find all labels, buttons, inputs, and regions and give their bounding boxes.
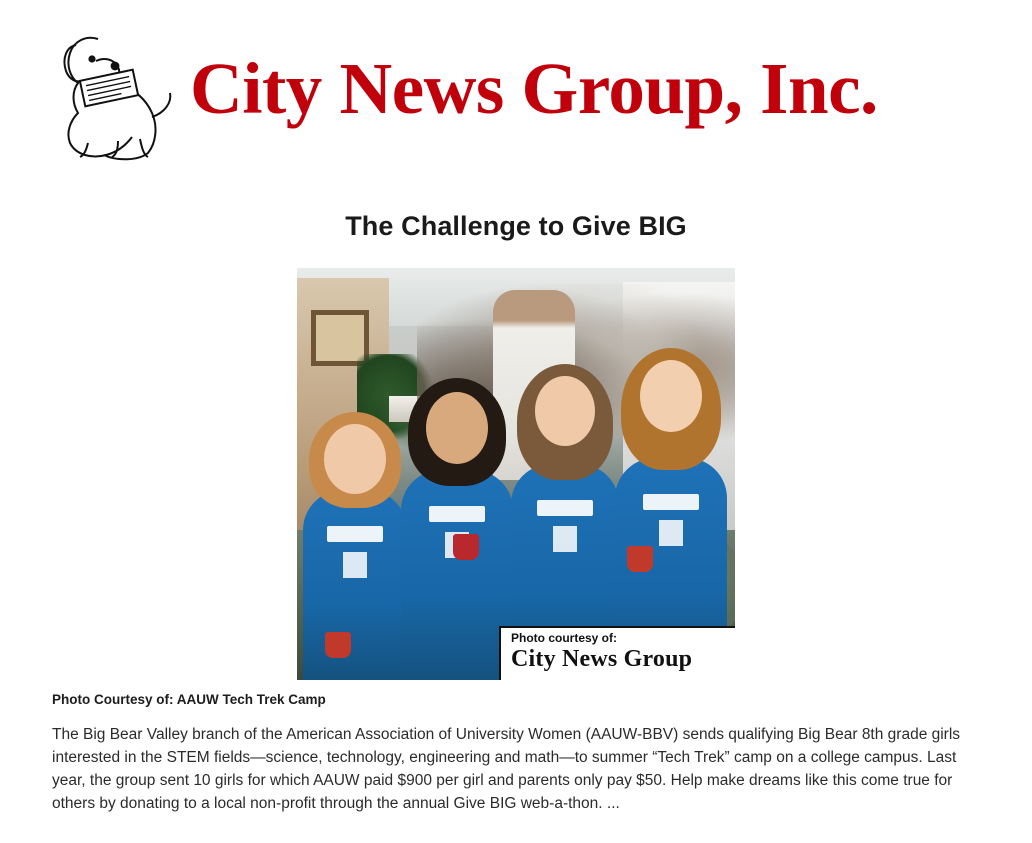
photo-ice-cream-cup xyxy=(453,534,479,560)
photo-girl-4-shirt-badge xyxy=(659,520,683,546)
photo-credit-overlay-small: Photo courtesy of: xyxy=(511,631,618,645)
article-headline: The Challenge to Give BIG xyxy=(345,211,687,241)
photo-girl-1-shirt-logo xyxy=(327,526,383,542)
article-text xyxy=(52,692,986,815)
photo-girl-1 xyxy=(303,490,407,680)
article-photo-area xyxy=(0,268,1032,680)
photo-girl-2-face xyxy=(426,392,488,464)
site-logo[interactable] xyxy=(52,16,982,166)
site-title: City News Group, Inc. xyxy=(190,47,878,129)
photo-girl-3-shirt-logo xyxy=(537,500,593,516)
dog-with-newspaper-logo-icon xyxy=(52,21,180,161)
photo-girl-1-face xyxy=(324,424,386,494)
article-photo xyxy=(297,268,735,680)
photo-credit-overlay-big: City News Group xyxy=(511,646,693,672)
photo-ice-cream-cup xyxy=(325,632,351,658)
masthead xyxy=(0,0,1032,175)
photo-girl-2 xyxy=(401,470,513,680)
photo-girl-3-shirt-badge xyxy=(553,526,577,552)
photo-girl-3-face xyxy=(535,376,595,446)
photo-caption: Photo Courtesy of: AAUW Tech Trek Camp xyxy=(52,692,326,707)
photo-girl-1-shirt-badge xyxy=(343,552,367,578)
photo-credit-overlay xyxy=(499,626,735,680)
photo-girl-4-shirt-logo xyxy=(643,494,699,510)
photo-ice-cream-cup xyxy=(627,546,653,572)
photo-girl-4-face xyxy=(640,360,702,432)
photo-girl-2-shirt-logo xyxy=(429,506,485,522)
article-body: The Big Bear Valley branch of the American Association of University Women (AAUW-BBV) sends qualifying Big Bear 8th grade girls interested in the STEM fields—science, technology, engineering and math—to summer “Tech Trek” camp on a college campus. Last year, the group sent 10 girls for which AAUW paid $900 per girl and parents only pay $50. Help make dreams like this come true for others by donating to a local non-profit through the annual Give BIG web-a-thon. ... xyxy=(52,725,961,812)
